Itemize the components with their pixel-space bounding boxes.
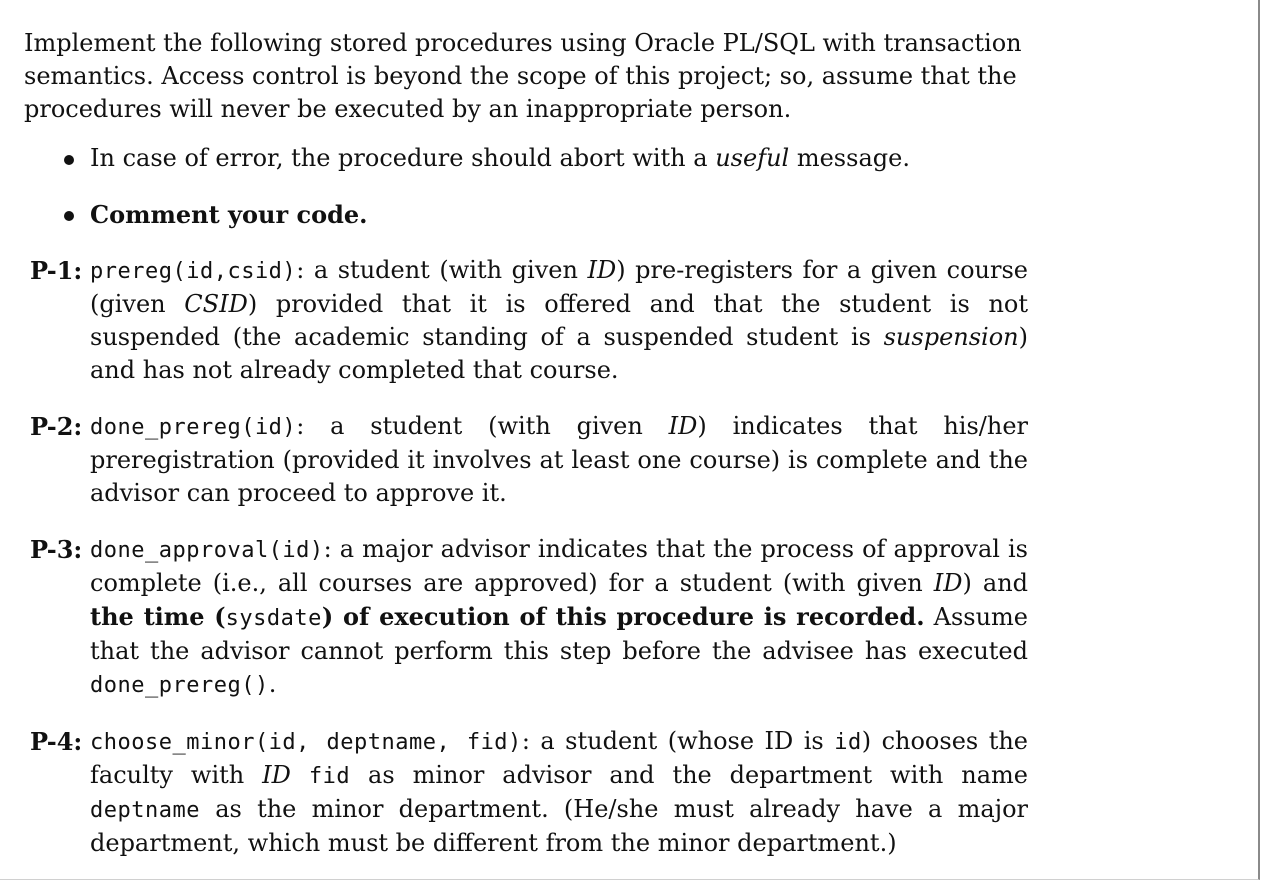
bullet-error-handling: In case of error, the procedure should abort with a useful message. <box>64 142 1114 175</box>
procedure-label: P-1: <box>30 256 83 285</box>
procedure-signature: choose_minor(id, deptname, fid) <box>90 730 522 755</box>
procedure-signature: done_prereg(id) <box>90 415 297 440</box>
bullet-comment-code: Comment your code. <box>64 198 1114 231</box>
procedure-p2: P-2: done_prereg(id): a student (with given ID) indicates that his/her preregistration (provided it involves at least one course) is complete and the advisor can proceed to approve it. <box>30 412 1028 507</box>
procedure-signature: done_approval(id) <box>90 538 324 563</box>
procedure-label: P-4: <box>30 727 83 756</box>
procedure-signature: prereg(id,csid) <box>90 259 297 284</box>
procedure-list <box>24 254 1114 860</box>
document-body <box>24 27 1114 883</box>
procedure-label: P-3: <box>30 535 83 564</box>
procedure-p4: P-4: choose_minor(id, deptname, fid): a student (whose ID is id) chooses the faculty with ID fid as minor advisor and the department with name deptname as the minor department. (He/she must already have a major department, which must be different from the minor department.) <box>30 727 1028 857</box>
emphasis-useful: useful <box>715 144 790 172</box>
intro-paragraph: Implement the following stored procedures using Oracle PL/SQL with transaction semantics. Access control is beyond the scope of this project; so, assume that the procedures will never be executed by an inappropriate person. <box>24 29 1022 123</box>
procedure-p3: P-3: done_approval(id): a major advisor indicates that the process of approval is complete (i.e., all courses are approved) for a student (with given ID) and the time (sysdate) of execution of this procedure is recorded. Assume that the advisor cannot perform this step before the advisee has executed done_prereg(). <box>30 535 1029 698</box>
procedure-p1: P-1: prereg(id,csid): a student (with given ID) pre-registers for a given course (given CSID) provided that it is offered and that the student is not suspended (the academic standing of a suspended student is suspension) and has not already completed that course. <box>30 256 1028 384</box>
procedure-label: P-2: <box>30 412 83 441</box>
requirements-list <box>24 142 1114 231</box>
